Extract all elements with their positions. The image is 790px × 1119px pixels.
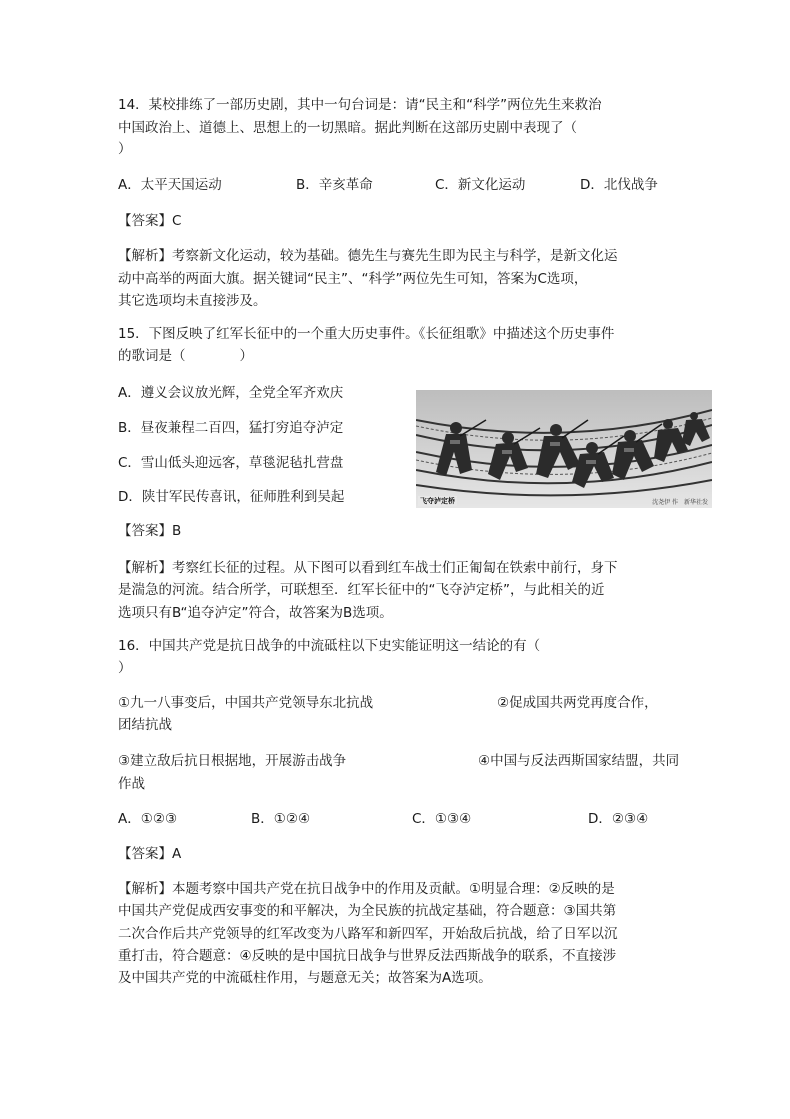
q15-analysis-line1: 【解析】考察红长征的过程。从下图可以看到红车战士们正匍匐在铁索中前行，身下 [118,560,618,576]
figure-caption: 飞夺泸定桥 [420,497,455,505]
q14-analysis-line3: 其它选项均未直接涉及。 [118,293,267,309]
q16-item-1: ①九一八事变后，中国共产党领导东北抗战 [118,695,374,711]
q14-analysis-line2: 动中高举的两面大旗。据关键词“民主”、“科学”两位先生可知，答案为C选项， [118,271,588,287]
q14-option-b: B．辛亥革命 [296,177,373,193]
q15-option-b: B．昼夜兼程二百四，猛打穷追夺泸定 [118,420,344,436]
figure-credit: 沈尧伊 作 新华社发 [652,499,708,506]
q15-answer: 【答案】B [118,523,182,539]
q16-option-a: A．①②③ [118,811,178,827]
q16-answer: 【答案】A [118,846,182,862]
q16-analysis-line1: 【解析】本题考察中国共产党在抗日战争中的作用及贡献。①明显合理：②反映的是 [118,881,615,897]
q16-option-b: B．①②④ [251,811,311,827]
q16-analysis-line3: 二次合作后共产党领导的红军改变为八路军和新四军，开始敌后抗战，给了日军以沉 [118,926,618,942]
q16-item-4: ④中国与反法西斯国家结盟，共同 [478,753,680,769]
q15-stem-line1: 15．下图反映了红军长征中的一个重大历史事件。《长征组歌》中描述这个历史事件 [118,326,615,342]
q14-answer: 【答案】C [118,213,182,229]
q15-option-c: C．雪山低头迎远客，草毯泥毡扎营盘 [118,455,344,471]
q14-option-a: A．太平天国运动 [118,177,222,193]
q16-item-3: ③建立敌后抗日根据地，开展游击战争 [118,753,347,769]
q16-option-d: D．②③④ [588,811,649,827]
q15-option-d: D．陕甘军民传喜讯，征师胜利到吴起 [118,489,345,505]
q16-item-2: ②促成国共两党再度合作， [497,695,658,711]
q14-stem-line2: 中国政治上、道德上、思想上的一切黑暗。据此判断在这部历史剧中表现了（ [118,120,577,136]
q15-stem-line2: 的歌词是（ ） [118,348,253,364]
q14-analysis-line1: 【解析】考察新文化运动，较为基础。德先生与赛先生即为民主与科学，是新文化运 [118,248,618,264]
q14-stem-line3: ） [118,141,132,157]
q16-analysis-line5: 及中国共产党的中流砥柱作用，与题意无关；故答案为A选项。 [118,970,492,986]
q14-option-c: C．新文化运动 [435,177,526,193]
q16-stem-line1: 16．中国共产党是抗日战争的中流砥柱以下史实能证明这一结论的有（ [118,638,541,654]
q14-option-d: D．北伐战争 [580,177,658,193]
q16-analysis-line4: 重打击，符合题意：④反映的是中国抗日战争与世界反法西斯战争的联系，不直接涉 [118,948,617,964]
q16-item-4-cont: 作战 [118,776,145,792]
q15-analysis-line3: 选项只有B“追夺泸定”符合，故答案为B选项。 [118,605,393,621]
q14-stem-line1: 14．某校排练了一部历史剧，其中一句台词是：请“民主和“科学”两位先生来救治 [118,97,602,113]
q16-stem-line2: ） [118,660,132,676]
q16-option-c: C．①③④ [412,811,472,827]
q15-analysis-line2: 是湍急的河流。结合所学，可联想至．红军长征中的“飞夺泸定桥”，与此相关的近 [118,582,605,598]
luding-bridge-illustration [416,390,712,508]
q16-item-2-cont: 团结抗战 [118,717,172,733]
q15-option-a: A．遵义会议放光辉，全党全军齐欢庆 [118,385,344,401]
q16-analysis-line2: 中国共产党促成西安事变的和平解决，为全民族的抗战定基础，符合题意：③国共第 [118,903,617,919]
